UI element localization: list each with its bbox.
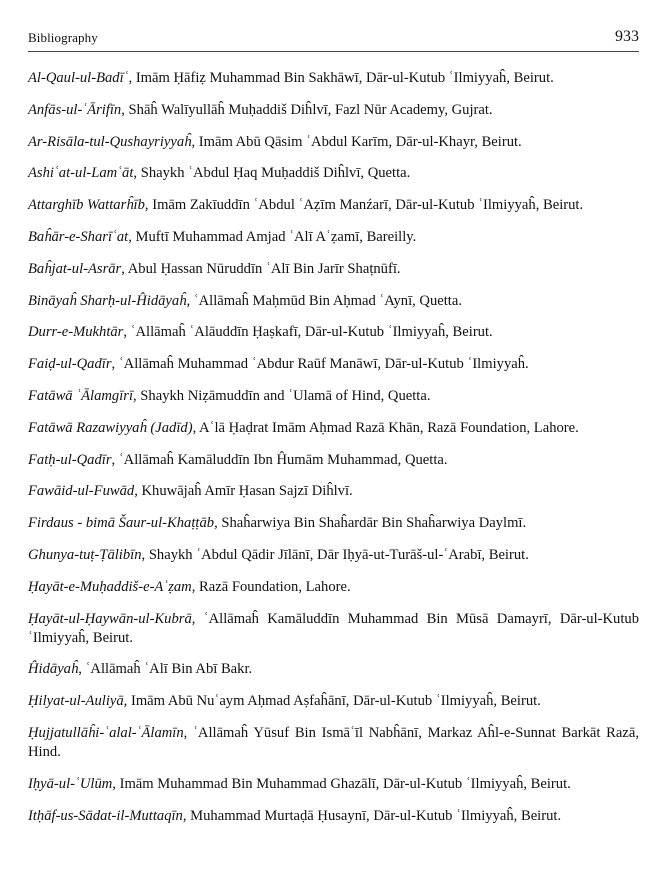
entry-details: , Shaĥarwiya Bin Shaĥardār Bin Shaĥarwiya Daylmī. bbox=[214, 515, 527, 532]
entry-details: , Imām Zakīuddīn ʿAbdul ʿAẓīm Manźarī, Dār-ul-Kutub ʿIlmiyyaĥ, Beirut. bbox=[144, 197, 584, 214]
entry-details: , Imām Ḥāfiẓ Muhammad Bin Sakhāwī, Dār-ul-Kutub ʿIlmiyyaĥ, Beirut. bbox=[128, 70, 554, 86]
bibliography-entry bbox=[28, 133, 639, 152]
bibliography-entry bbox=[28, 660, 639, 679]
entry-title: Fatāwā ʿĀlamgīrī bbox=[28, 387, 133, 404]
entry-title: Attarghīb Wattarĥīb bbox=[28, 197, 145, 214]
entry-details: , Aʿlā Ḥaḍrat Imām Aḥmad Razā Khān, Razā Foundation, Lahore. bbox=[192, 419, 579, 436]
entry-details: , Muftī Muhammad Amjad ʿAlī Aʿẓamī, Bareilly. bbox=[128, 228, 417, 245]
entry-details: , ʿAllāmaĥ Kamāluddīn Muhammad Bin Mūsā Damayrī, Dār-ul-Kutub ʿIlmiyyaĥ, Beirut. bbox=[28, 610, 639, 646]
bibliography-entry bbox=[28, 101, 639, 120]
bibliography-entry bbox=[28, 69, 639, 88]
running-head: Bibliography bbox=[28, 30, 98, 45]
entry-title: Fawāid-ul-Fuwād bbox=[28, 483, 135, 500]
entry-title: Bināyaĥ Sharḥ-ul-Ĥidāyaĥ bbox=[28, 292, 187, 309]
entry-title: Ḥujjatullāĥi-ʿalal-ʿĀlamīn bbox=[28, 724, 184, 741]
entry-details: , Shaykh ʿAbdul Ḥaq Muḥaddiš Diĥlvī, Quetta. bbox=[133, 165, 411, 182]
entry-title: Fatḥ-ul-Qadīr bbox=[28, 451, 112, 468]
bibliography-entry bbox=[28, 775, 639, 794]
entry-details: , ʿAllāmaĥ ʿAlī Bin Abī Bakr. bbox=[78, 661, 253, 678]
entry-details: , ʿAllāmaĥ Maḥmūd Bin Aḥmad ʿAynī, Quetta. bbox=[186, 292, 462, 309]
entry-title: Fatāwā Razawiyyaĥ (Jadīd) bbox=[28, 419, 193, 436]
bibliography-entry bbox=[28, 355, 639, 374]
entry-details: , Razā Foundation, Lahore. bbox=[191, 578, 351, 595]
entry-details: , Shaykh ʿAbdul Qādir Jīlānī, Dār Iḥyā-ut-Turāš-ul-ʿArabī, Beirut. bbox=[141, 546, 529, 563]
entry-title: Ashiʿat-ul-Lamʿāt bbox=[28, 165, 134, 182]
entry-title: Anfās-ul-ʿĀrifīn bbox=[28, 101, 122, 118]
entry-details: , ʿAllāmaĥ Muhammad ʿAbdur Raūf Manāwī, Dār-ul-Kutub ʿIlmiyyaĥ. bbox=[111, 356, 529, 373]
bibliography-entry bbox=[28, 514, 639, 533]
bibliography-entry bbox=[28, 323, 639, 342]
entry-details: , Muhammad Murtaḍā Ḥusaynī, Dār-ul-Kutub ʿIlmiyyaĥ, Beirut. bbox=[182, 807, 562, 824]
bibliography-entry bbox=[28, 692, 639, 711]
bibliography-entry bbox=[28, 610, 639, 648]
entry-details: , ʿAllāmaĥ Yūsuf Bin Ismāʿīl Nabĥānī, Markaz Aĥl-e-Sunnat Barkāt Razā, Hind. bbox=[28, 724, 639, 760]
entry-details: , ʿAllāmaĥ ʿAlāuddīn Ḥaṣkafī, Dār-ul-Kutub ʿIlmiyyaĥ, Beirut. bbox=[123, 324, 493, 341]
bibliography-entry bbox=[28, 807, 639, 826]
entry-title: Faiḍ-ul-Qadīr bbox=[28, 356, 112, 373]
bibliography-entry bbox=[28, 292, 639, 311]
entry-title: Baĥār-e-Sharīʿat bbox=[28, 228, 129, 245]
entry-details: , Shāĥ Walīyullāĥ Muḥaddiš Diĥlvī, Fazl Nūr Academy, Gujrat. bbox=[121, 101, 493, 118]
entry-title: Baĥjat-ul-Asrār bbox=[28, 260, 122, 277]
entry-details: , Khuwājaĥ Amīr Ḥasan Sajzī Diĥlvī. bbox=[134, 483, 353, 500]
entry-title: Al-Qaul-ul-Badīʿ bbox=[28, 70, 129, 86]
entry-details: , Imām Abū Nuʿaym Aḥmad Aṣfaĥānī, Dār-ul-Kutub ʿIlmiyyaĥ, Beirut. bbox=[123, 693, 541, 710]
bibliography-entry bbox=[28, 578, 639, 597]
entry-title: Ghunya-tuṭ-Ṭālibīn bbox=[28, 546, 142, 563]
entry-title: Firdaus - bimā Šaur-ul-Khaṭṭāb bbox=[28, 515, 215, 532]
entry-title: Itḥāf-us-Sādat-il-Muttaqīn bbox=[28, 807, 183, 824]
bibliography-entry bbox=[28, 164, 639, 183]
entry-title: Durr-e-Mukhtār bbox=[28, 324, 124, 341]
page-header bbox=[28, 0, 639, 52]
bibliography-entry bbox=[28, 482, 639, 501]
entry-title: Ĥidāyaĥ bbox=[28, 661, 79, 678]
bibliography-entry bbox=[28, 546, 639, 565]
entry-details: , Shaykh Niẓāmuddīn and ʿUlamā of Hind, Quetta. bbox=[133, 387, 431, 404]
entry-details: , ʿAllāmaĥ Kamāluddīn Ibn Ĥumām Muhammad, Quetta. bbox=[111, 451, 448, 468]
entry-details: , Abul Ḥassan Nūruddīn ʿAlī Bin Jarīr Shaṭnūfī. bbox=[121, 260, 401, 277]
bibliography-entry bbox=[28, 451, 639, 470]
bibliography-entry bbox=[28, 228, 639, 247]
entry-title: Ar-Risāla-tul-Qushayriyyaĥ bbox=[28, 133, 192, 150]
entry-details: , Imām Abū Qāsim ʿAbdul Karīm, Dār-ul-Khayr, Beirut. bbox=[191, 133, 522, 150]
bibliography-entry bbox=[28, 387, 639, 406]
bibliography-entry bbox=[28, 419, 639, 438]
bibliography-entry bbox=[28, 724, 639, 762]
bibliography-entry bbox=[28, 260, 639, 279]
entry-title: Ḥilyat-ul-Auliyā bbox=[28, 693, 124, 710]
bibliography-list bbox=[28, 52, 639, 826]
entry-title: Ḥayāt-e-Muḥaddiš-e-Aʿẓam bbox=[28, 578, 192, 595]
entry-title: Ḥayāt-ul-Ḥaywān-ul-Kubrā bbox=[28, 610, 192, 627]
entry-title: Iḥyā-ul-ʿUlūm bbox=[28, 775, 113, 792]
bibliography-entry bbox=[28, 196, 639, 215]
page-number: 933 bbox=[615, 28, 639, 45]
entry-details: , Imām Muhammad Bin Muhammad Ghazālī, Dār-ul-Kutub ʿIlmiyyaĥ, Beirut. bbox=[112, 775, 571, 792]
